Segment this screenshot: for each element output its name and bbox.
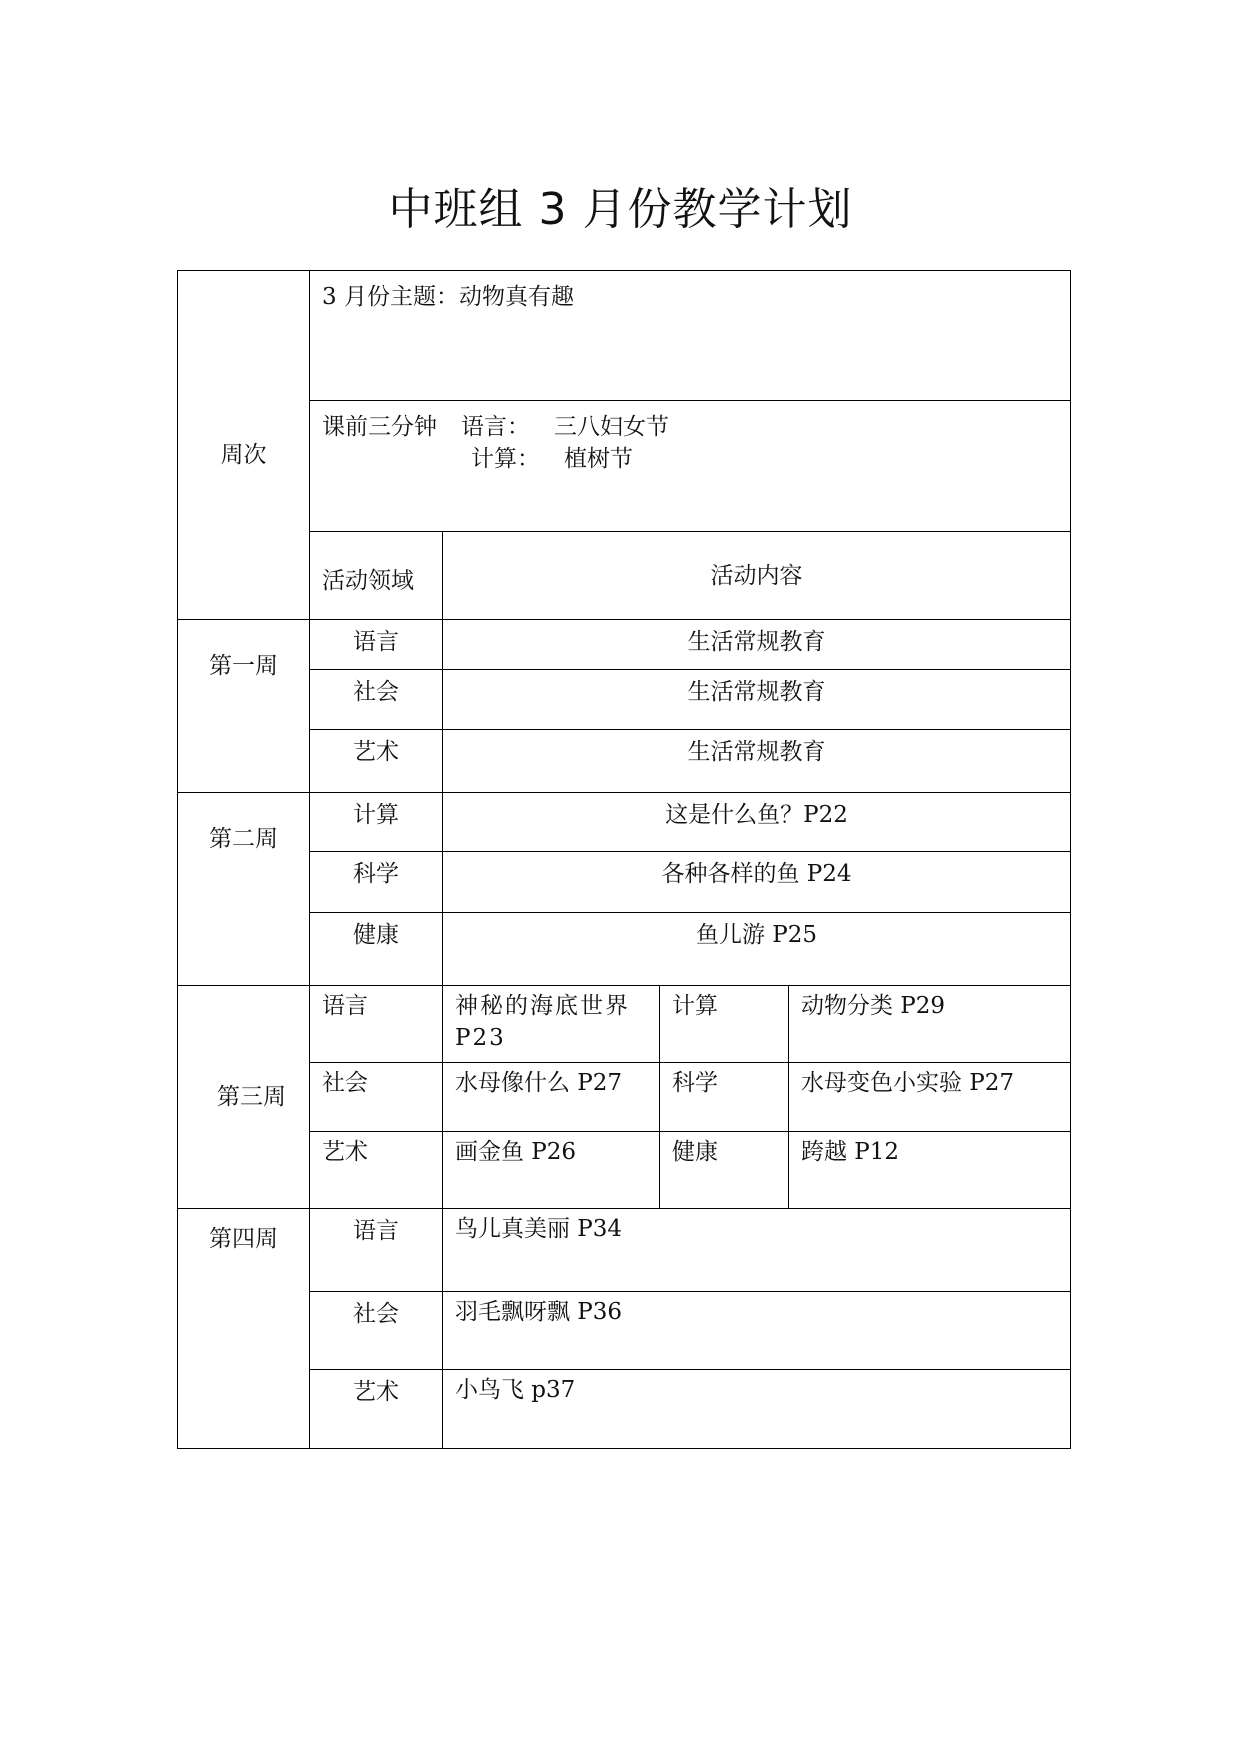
domain-cell [310, 730, 443, 793]
domain-label: 语言 [353, 1218, 399, 1244]
week-name: 第四周 [209, 1226, 278, 1252]
week-cell [178, 986, 310, 1209]
domain-cell [660, 1132, 789, 1209]
content-cell [443, 852, 1071, 913]
domain-label: 健康 [672, 1139, 718, 1165]
domain-label: 艺术 [353, 739, 399, 765]
domain-label: 计算 [353, 802, 399, 828]
domain-label: 语言 [353, 629, 399, 655]
content-cell [443, 1292, 1071, 1370]
content-text: 小鸟飞 p37 [455, 1377, 576, 1403]
domain-cell [310, 1370, 443, 1449]
domain-cell [660, 1063, 789, 1132]
domain-cell [310, 1209, 443, 1292]
domain-label: 健康 [353, 922, 399, 948]
column-header-domain [310, 532, 443, 620]
week-header-cell [178, 271, 310, 620]
content-cell [443, 670, 1071, 730]
pre-class-cell [310, 401, 1071, 532]
content-text: 画金鱼 P26 [455, 1139, 577, 1165]
content-cell [443, 986, 660, 1063]
week-cell [178, 793, 310, 986]
domain-cell [310, 986, 443, 1063]
page-title: 中班组 3 月份教学计划 [388, 184, 853, 235]
pre-class-content: 三八妇女节 [554, 414, 669, 440]
content-text: 水母像什么 P27 [455, 1070, 623, 1096]
content-cell [443, 913, 1071, 986]
domain-label: 社会 [353, 679, 399, 705]
content-text: 这是什么鱼？P22 [665, 802, 848, 828]
week-cell [178, 620, 310, 793]
domain-cell [310, 620, 443, 670]
domain-cell [310, 1063, 443, 1132]
domain-cell [310, 913, 443, 986]
domain-label: 社会 [353, 1301, 399, 1327]
content-text: 神秘的海底世界 P23 [455, 993, 630, 1051]
content-cell [443, 1370, 1071, 1449]
domain-cell [310, 1132, 443, 1209]
domain-cell [310, 670, 443, 730]
content-text: 各种各样的鱼 P24 [661, 861, 852, 887]
week-name: 第二周 [209, 826, 278, 852]
content-cell [443, 1063, 660, 1132]
content-cell [789, 986, 1071, 1063]
content-text: 跨越 P12 [801, 1139, 900, 1165]
week-cell [178, 1209, 310, 1449]
content-cell [789, 1063, 1071, 1132]
content-cell [443, 793, 1071, 852]
domain-label: 科学 [672, 1070, 718, 1096]
content-text: 生活常规教育 [687, 739, 826, 765]
theme-cell [310, 271, 1071, 401]
content-cell [789, 1132, 1071, 1209]
content-text: 水母变色小实验 P27 [801, 1070, 1015, 1096]
domain-label: 语言 [322, 993, 368, 1019]
pre-class-label: 课前三分钟 [322, 414, 437, 440]
domain-label: 艺术 [353, 1379, 399, 1405]
week-header-label: 周次 [220, 442, 267, 468]
content-text: 动物分类 P29 [801, 993, 946, 1019]
domain-cell [660, 986, 789, 1063]
week-name: 第三周 [217, 1084, 286, 1110]
content-text: 鱼儿游 P25 [695, 922, 818, 948]
domain-label: 科学 [353, 861, 399, 887]
pre-class-content: 植树节 [564, 446, 633, 472]
column-header-content [443, 532, 1071, 620]
content-cell [443, 620, 1071, 670]
content-cell [443, 1209, 1071, 1292]
content-text: 羽毛飘呀飘 P36 [455, 1299, 623, 1325]
domain-label: 计算 [672, 993, 718, 1019]
week-name: 第一周 [209, 653, 278, 679]
content-text: 生活常规教育 [687, 629, 826, 655]
content-text: 生活常规教育 [687, 679, 826, 705]
teaching-plan-table [177, 270, 1071, 1449]
content-cell [443, 730, 1071, 793]
content-cell [443, 1132, 660, 1209]
domain-cell [310, 793, 443, 852]
domain-label: 艺术 [322, 1139, 368, 1165]
pre-class-subject: 语言： [461, 414, 530, 440]
domain-cell [310, 852, 443, 913]
domain-label: 社会 [322, 1070, 368, 1096]
domain-cell [310, 1292, 443, 1370]
pre-class-subject: 计算： [471, 446, 540, 472]
column-header-domain-label: 活动领域 [322, 567, 414, 594]
content-text: 鸟儿真美丽 P34 [455, 1216, 623, 1242]
column-header-content-label: 活动内容 [710, 562, 803, 589]
theme-text: 3 月份主题：动物真有趣 [322, 284, 574, 310]
